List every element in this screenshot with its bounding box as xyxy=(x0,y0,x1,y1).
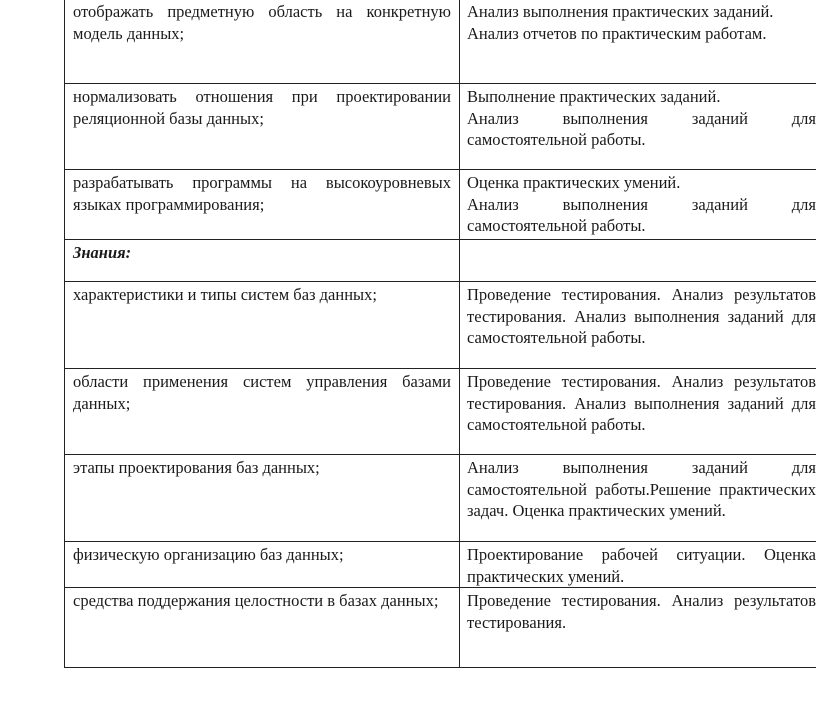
method-line: Анализ выполнения заданий для самостоятельной работы. xyxy=(467,108,816,149)
skill-cell: нормализовать отношения при проектировании реляционной базы данных; xyxy=(65,84,460,170)
skill-cell: средства поддержания целостности в базах данных; xyxy=(65,588,460,668)
method-cell: Проведение тестирования. Анализ результатов тестирования. Анализ выполнения заданий для самостоятельной работы. xyxy=(460,369,816,455)
empty-cell xyxy=(460,240,816,282)
skill-cell: отображать предметную область на конкретную модель данных; xyxy=(65,0,460,84)
method-cell: Проведение тестирования. Анализ результатов тестирования. xyxy=(460,588,816,668)
assessment-table xyxy=(64,0,816,668)
table-row xyxy=(65,588,816,668)
section-heading: Знания: xyxy=(65,240,460,282)
table-row xyxy=(65,170,816,240)
method-cell: Проведение тестирования. Анализ результатов тестирования. Анализ выполнения заданий для самостоятельной работы. xyxy=(460,282,816,369)
table-row xyxy=(65,542,816,588)
method-cell xyxy=(460,84,816,170)
method-line: Анализ выполнения заданий для самостоятельной работы. xyxy=(467,194,816,235)
table-row xyxy=(65,282,816,369)
method-line: Анализ отчетов по практическим работам. xyxy=(467,23,767,43)
skill-cell: области применения систем управления базами данных; xyxy=(65,369,460,455)
table-row xyxy=(65,84,816,170)
method-line: Выполнение практических заданий. xyxy=(467,87,721,106)
skill-cell: этапы проектирования баз данных; xyxy=(65,455,460,542)
skill-cell: физическую организацию баз данных; xyxy=(65,542,460,588)
table-row xyxy=(65,369,816,455)
section-heading-row xyxy=(65,240,816,282)
skill-cell: разрабатывать программы на высокоуровневых языках программирования; xyxy=(65,170,460,240)
method-cell xyxy=(460,170,816,240)
table-row xyxy=(65,0,816,84)
method-cell: Анализ выполнения заданий для самостоятельной работы.Решение практических задач. Оценка практических умений. xyxy=(460,455,816,542)
method-line: Оценка практических умений. xyxy=(467,173,681,192)
method-line: Анализ выполнения практических заданий. xyxy=(467,2,774,21)
method-cell: Проектирование рабочей ситуации. Оценка практических умений. xyxy=(460,542,816,588)
method-cell xyxy=(460,0,816,84)
table-row xyxy=(65,455,816,542)
skill-cell: характеристики и типы систем баз данных; xyxy=(65,282,460,369)
